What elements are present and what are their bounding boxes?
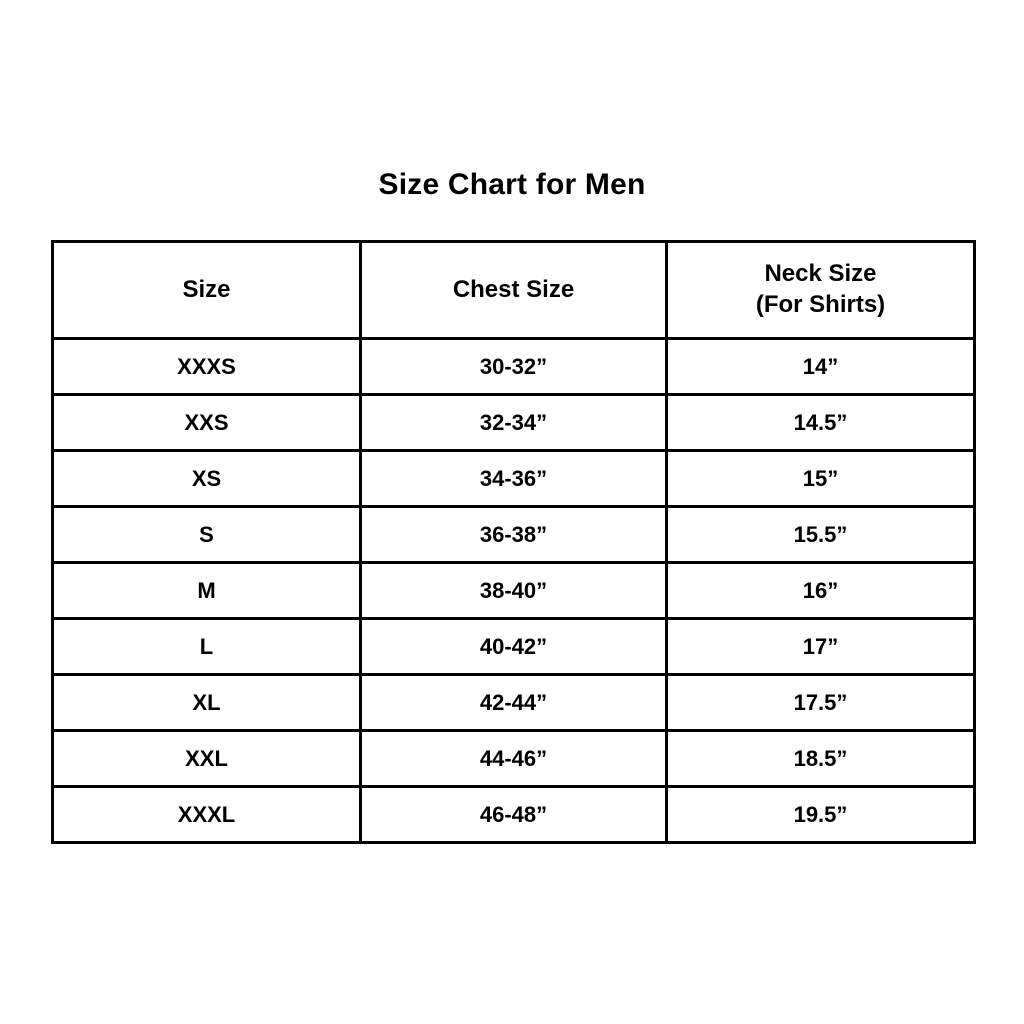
table-row [53,507,975,563]
column-header-neck [667,242,975,339]
cell-size: XXS [53,395,361,451]
cell-neck: 14” [667,339,975,395]
cell-chest: 44-46” [361,731,667,787]
table-header [53,242,975,339]
cell-neck: 15” [667,451,975,507]
column-header-neck-label: Neck Size [764,260,877,288]
table-row [53,339,975,395]
cell-size: XS [53,451,361,507]
cell-size: XXXS [53,339,361,395]
cell-size: XL [53,675,361,731]
cell-chest: 42-44” [361,675,667,731]
cell-size: XXL [53,731,361,787]
table-body [53,339,975,843]
cell-size: S [53,507,361,563]
cell-neck: 19.5” [667,787,975,843]
column-header-neck-sublabel: (For Shirts) [755,291,886,318]
cell-neck: 17.5” [667,675,975,731]
cell-size: L [53,619,361,675]
column-header-chest [361,242,667,339]
cell-chest: 34-36” [361,451,667,507]
table-row [53,731,975,787]
table-row [53,563,975,619]
cell-chest: 36-38” [361,507,667,563]
cell-chest: 46-48” [361,787,667,843]
cell-chest: 38-40” [361,563,667,619]
column-header-chest-label: Chest Size [452,275,575,303]
cell-size: M [53,563,361,619]
column-header-size [53,242,361,339]
table-row [53,675,975,731]
table-row [53,619,975,675]
cell-chest: 32-34” [361,395,667,451]
cell-neck: 16” [667,563,975,619]
size-chart-table [51,240,976,844]
cell-neck: 15.5” [667,507,975,563]
cell-chest: 40-42” [361,619,667,675]
cell-chest: 30-32” [361,339,667,395]
cell-neck: 14.5” [667,395,975,451]
table-header-row [53,242,975,339]
table-row [53,395,975,451]
page-title: Size Chart for Men [378,168,646,201]
column-header-size-label: Size [182,275,231,303]
cell-neck: 17” [667,619,975,675]
cell-neck: 18.5” [667,731,975,787]
cell-size: XXXL [53,787,361,843]
table-row [53,451,975,507]
table-row [53,787,975,843]
